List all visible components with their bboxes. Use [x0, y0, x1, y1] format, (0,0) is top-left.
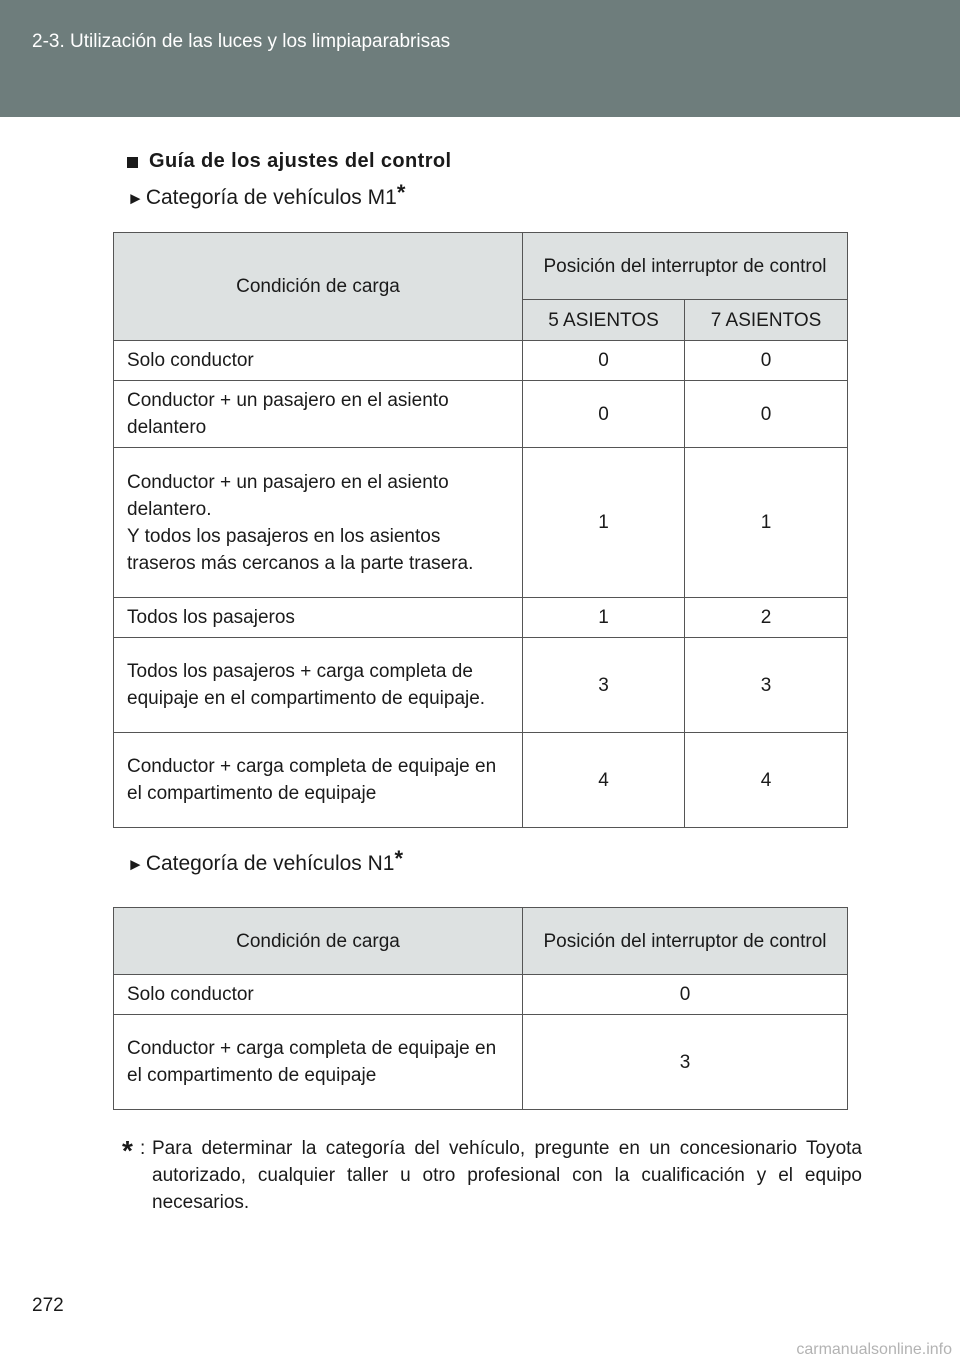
n1-heading-text: Categoría de vehículos N1	[145, 852, 395, 875]
table-row	[114, 975, 848, 1015]
table-row	[114, 1015, 848, 1110]
n1-col-position: Posición del interruptor de control	[523, 908, 848, 975]
table-row	[114, 638, 848, 733]
table-row	[114, 733, 848, 828]
condition-cell: Solo conductor	[114, 341, 523, 381]
n1-col-condition: Condición de carga	[114, 908, 523, 975]
square-bullet-icon	[127, 157, 138, 168]
section-title-text: Guía de los ajustes del control	[149, 150, 452, 172]
page-header	[0, 0, 960, 117]
condition-cell: Todos los pasajeros + carga completa de equipaje en el compartimento de equipaje.	[114, 638, 523, 733]
m1-col-5-seats: 5 ASIENTOS	[523, 300, 685, 341]
value-cell: 0	[523, 381, 685, 448]
value-cell: 4	[685, 733, 848, 828]
m1-col-7-seats: 7 ASIENTOS	[685, 300, 848, 341]
table-row	[114, 341, 848, 381]
triangle-right-icon: ►	[127, 189, 144, 208]
value-cell: 3	[523, 638, 685, 733]
value-cell: 0	[523, 341, 685, 381]
condition-cell: Solo conductor	[114, 975, 523, 1015]
value-cell: 1	[685, 448, 848, 598]
footnote-colon: :	[140, 1138, 146, 1159]
value-cell: 2	[685, 598, 848, 638]
page-number: 272	[32, 1295, 64, 1316]
condition-cell: Conductor + carga completa de equipaje en el compartimento de equipaje	[114, 1015, 523, 1110]
value-cell: 0	[685, 341, 848, 381]
m1-col-condition: Condición de carga	[114, 233, 523, 341]
condition-cell: Conductor + carga completa de equipaje en el compartimento de equipaje	[114, 733, 523, 828]
m1-heading-text: Categoría de vehículos M1	[145, 186, 397, 209]
value-cell: 3	[523, 1015, 848, 1110]
n1-table	[113, 907, 848, 1110]
n1-heading: ► Categoría de vehículos N1 *	[127, 846, 404, 875]
m1-heading: ► Categoría de vehículos M1 *	[127, 180, 406, 209]
condition-cell: Conductor + un pasajero en el asiento delantero	[114, 381, 523, 448]
m1-table	[113, 232, 848, 828]
condition-cell: Conductor + un pasajero en el asiento delantero. Y todos los pasajeros en los asientos traseros más cercanos a la parte trasera.	[114, 448, 523, 598]
watermark: carmanualsonline.info	[796, 1341, 952, 1358]
value-cell: 0	[685, 381, 848, 448]
table-row	[114, 381, 848, 448]
value-cell: 1	[523, 598, 685, 638]
footnote	[122, 1135, 862, 1216]
footnote-marker: *	[122, 1135, 133, 1166]
condition-cell: Todos los pasajeros	[114, 598, 523, 638]
value-cell: 3	[685, 638, 848, 733]
header-title: 2-3. Utilización de las luces y los limpiaparabrisas	[32, 31, 451, 52]
value-cell: 4	[523, 733, 685, 828]
m1-col-position: Posición del interruptor de control	[523, 233, 848, 300]
section-title	[127, 150, 451, 173]
footnote-text: Para determinar la categoría del vehículo, pregunte en un concesionario Toyota autorizado, cualquier taller u otro profesional con la cualificación y el equipo necesarios.	[152, 1138, 862, 1213]
triangle-right-icon: ►	[127, 855, 144, 874]
table-row	[114, 448, 848, 598]
table-row	[114, 598, 848, 638]
value-cell: 1	[523, 448, 685, 598]
value-cell: 0	[523, 975, 848, 1015]
